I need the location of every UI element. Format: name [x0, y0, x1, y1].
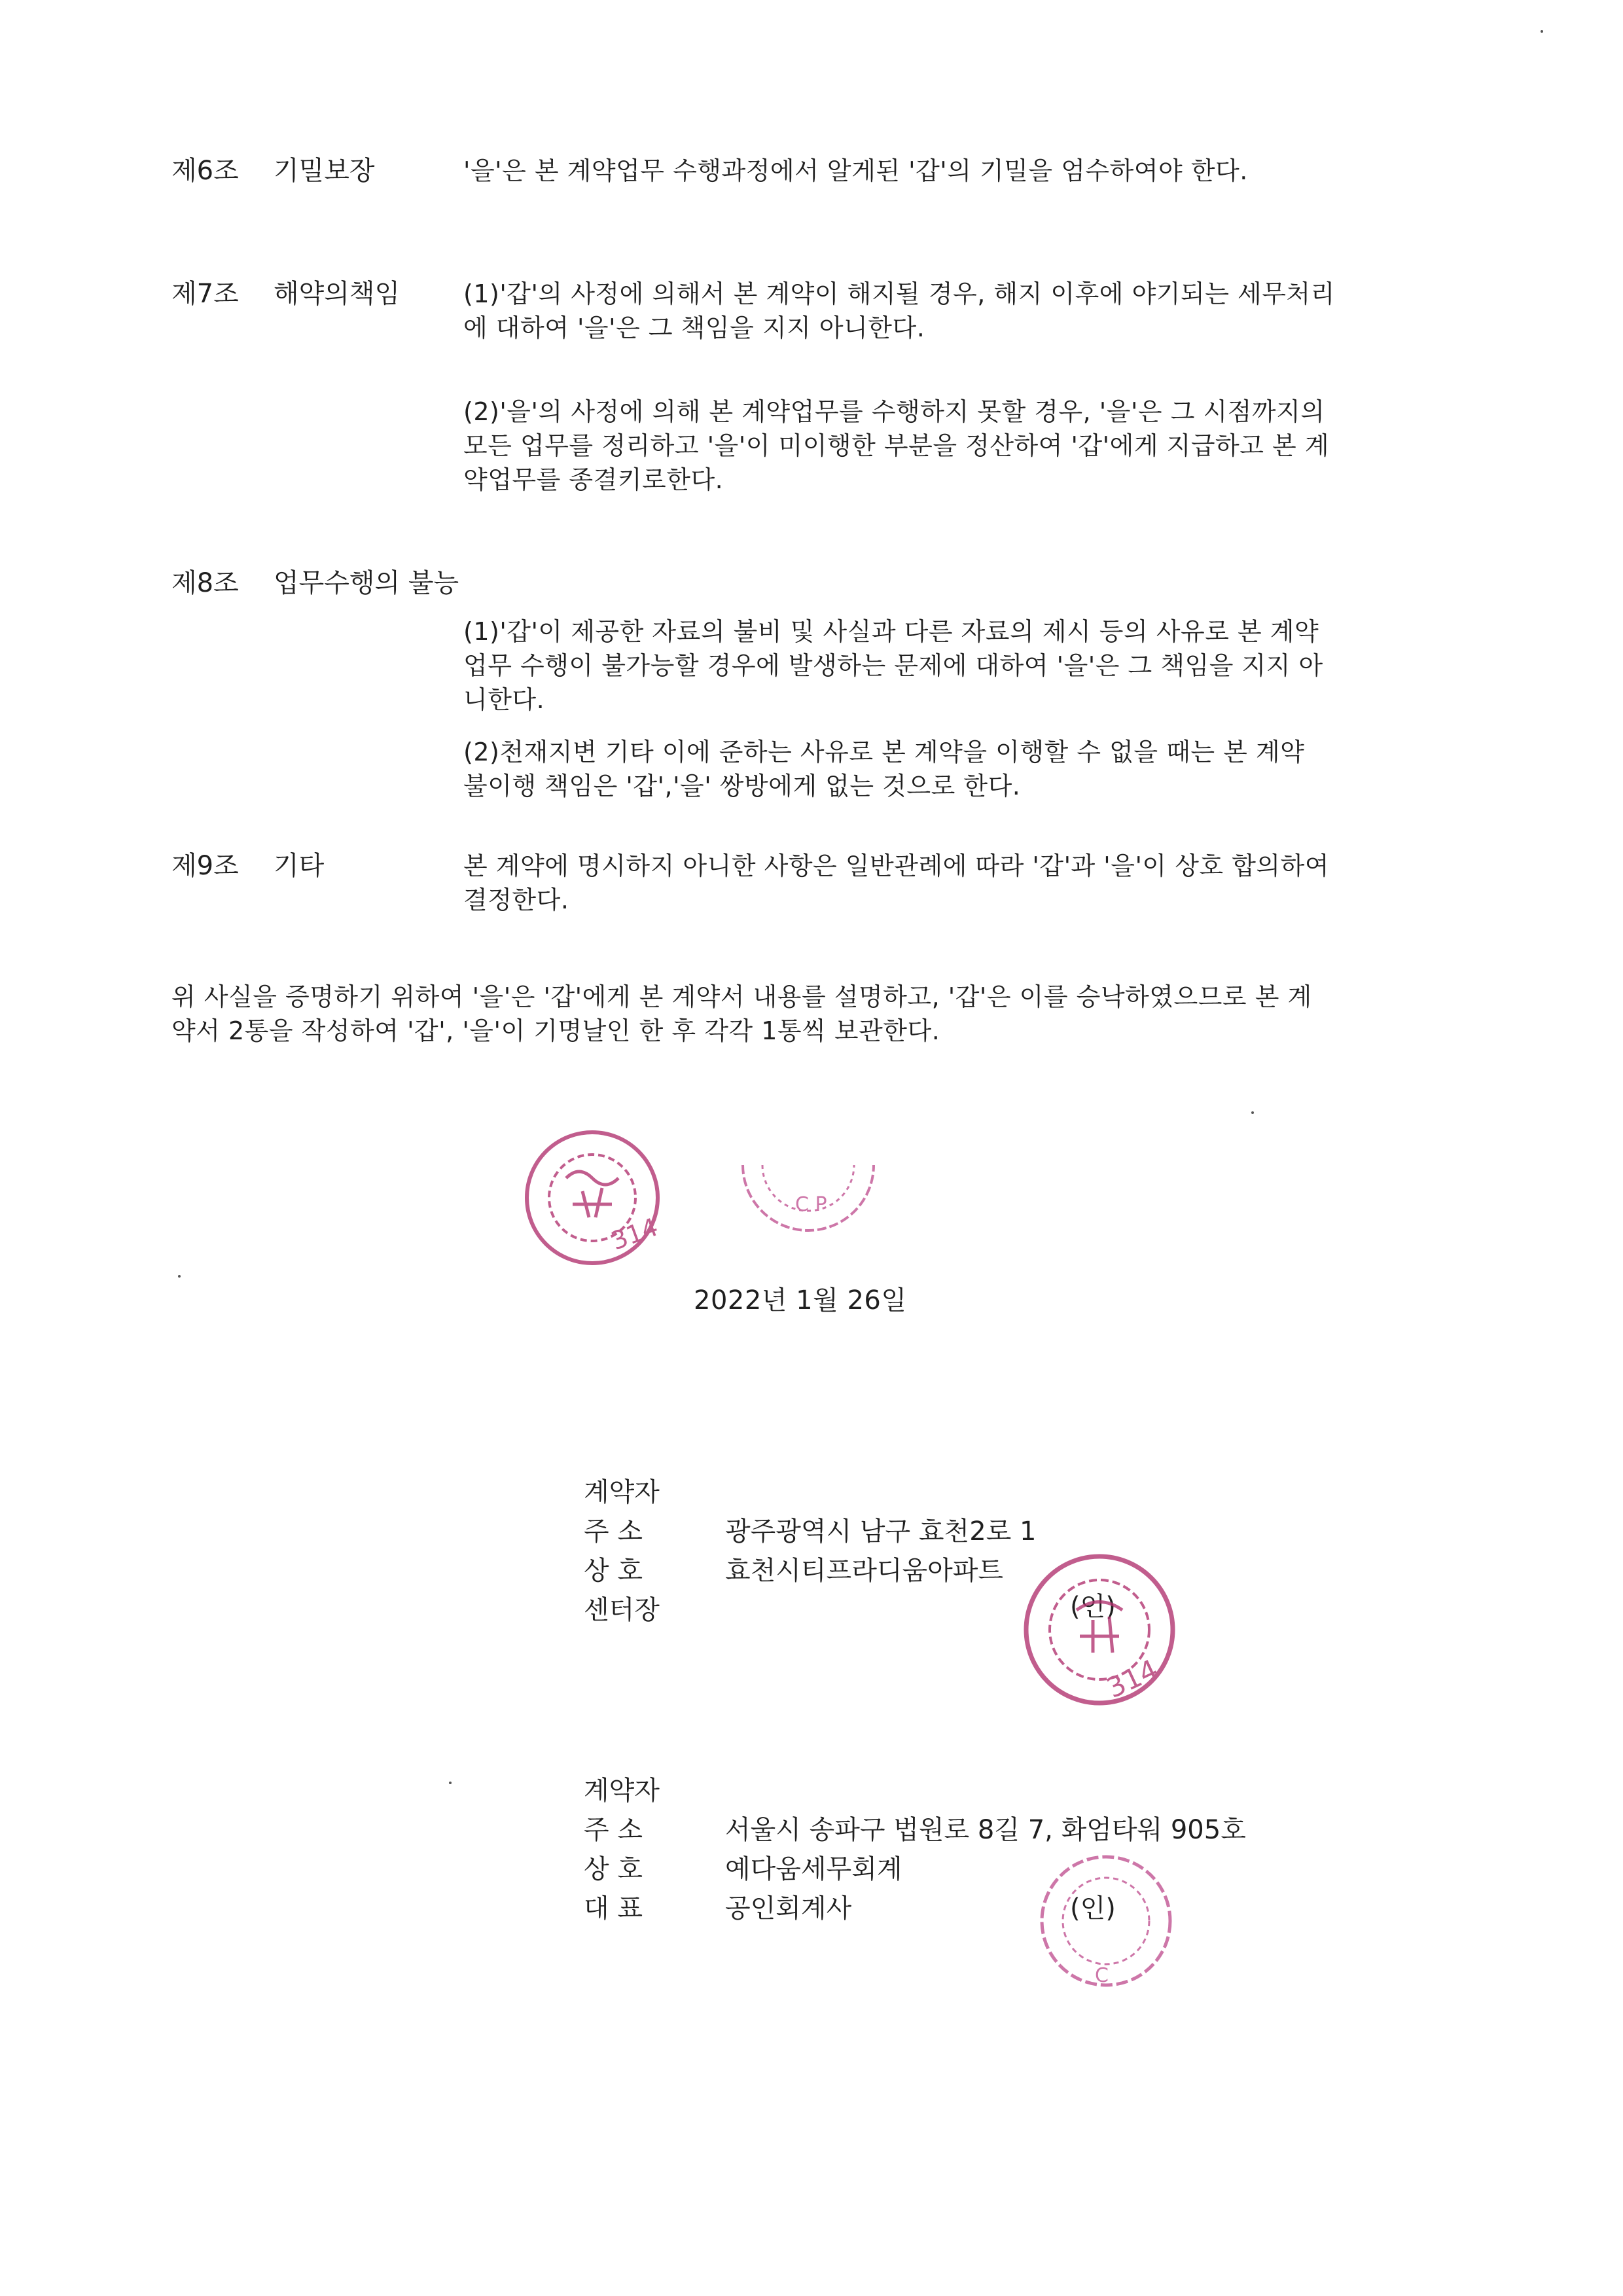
seal-stamp-left [510, 1126, 674, 1270]
party2-heading: 계약자 [584, 1776, 660, 1806]
article-8-title: 업무수행의 불능 [274, 568, 459, 598]
scan-speck [178, 1275, 181, 1278]
article-7-p2-line3: 약업무를 종결키로한다. [463, 465, 724, 494]
article-8-number: 제8조 [171, 568, 239, 598]
svg-text:314: 314 [607, 1212, 662, 1256]
svg-text:C: C [1095, 1964, 1109, 1987]
article-9-title: 기타 [274, 851, 325, 881]
svg-text:C P: C P [795, 1193, 827, 1216]
party1-address-value: 광주광역시 남구 효천2로 1 [725, 1516, 1037, 1547]
party2-address-value: 서울시 송파구 법원로 8길 7, 화엄타워 905호 [725, 1815, 1246, 1845]
article-8-p2-line1: (2)천재지변 기타 이에 준하는 사유로 본 계약을 이행할 수 없을 때는 본 계약 [463, 738, 1305, 766]
party2-seal-mark: (인) [1070, 1893, 1116, 1924]
article-7-p2-line2: 모든 업무를 정리하고 '을'이 미이행한 부분을 정산하여 '갑'에게 지급하고 본 계 [463, 431, 1330, 460]
article-8-p1-line3: 니한다. [463, 685, 545, 714]
article-8-p2-line2: 불이행 책임은 '갑','을' 쌍방에게 없는 것으로 한다. [463, 772, 1021, 800]
closing-line1: 위 사실을 증명하기 위하여 '을'은 '갑'에게 본 계약서 내용를 설명하고, '갑'은 이를 승낙하였으므로 본 계 [171, 982, 1312, 1011]
svg-text:314: 314 [1101, 1653, 1163, 1705]
scan-speck [1251, 1111, 1254, 1114]
seal-stamp-party1 [1014, 1545, 1185, 1715]
party2-rep-label: 대 표 [584, 1893, 643, 1924]
party1-address-label: 주 소 [584, 1516, 643, 1547]
party2-company-value: 예다움세무회계 [725, 1854, 902, 1884]
party2-address-label: 주 소 [584, 1815, 643, 1845]
contract-date: 2022년 1월 26일 [694, 1285, 907, 1316]
article-7-title: 해약의책임 [274, 279, 401, 309]
party1-rep-label: 센터장 [584, 1595, 660, 1625]
party1-company-label: 상 호 [584, 1556, 643, 1586]
article-9-number: 제9조 [171, 851, 239, 881]
party2-rep-value: 공인회계사 [725, 1893, 852, 1924]
article-9-line1: 본 계약에 명시하지 아니한 사항은 일반관례에 따라 '갑'과 '을'이 상호 합의하여 [463, 852, 1330, 880]
article-6-title: 기밀보장 [274, 156, 375, 186]
article-8-p1-line2: 업무 수행이 불가능할 경우에 발생하는 문제에 대하여 '을'은 그 책임을 지지 아 [463, 651, 1323, 680]
scan-speck [1541, 30, 1543, 33]
article-6-line: '을'은 본 계약업무 수행과정에서 알게된 '갑'의 기밀을 엄수하여야 한다. [463, 156, 1248, 185]
party1-heading: 계약자 [584, 1477, 660, 1507]
article-7-number: 제7조 [171, 279, 239, 309]
article-7-p1-line1: (1)'갑'의 사정에 의해서 본 계약이 해지될 경우, 해지 이후에 야기되는 세무처리 [463, 279, 1335, 308]
party1-seal-mark: (인) [1070, 1592, 1116, 1622]
article-8-p1-line1: (1)'갑'이 제공한 자료의 불비 및 사실과 다른 자료의 제시 등의 사유로 본 계약 [463, 617, 1319, 646]
closing-line2: 약서 2통을 작성하여 '갑', '을'이 기명날인 한 후 각각 1통씩 보관한다. [171, 1016, 940, 1045]
party1-company-value: 효천시티프라디움아파트 [725, 1556, 1004, 1586]
scan-speck [449, 1782, 452, 1784]
seal-stamp-party2 [1031, 1846, 1181, 1996]
seal-stamp-cp [733, 1139, 883, 1237]
party2-company-label: 상 호 [584, 1854, 643, 1884]
article-7-p1-line2: 에 대하여 '을'은 그 책임을 지지 아니한다. [463, 314, 925, 342]
article-9-line2: 결정한다. [463, 886, 569, 914]
article-7-p2-line1: (2)'을'의 사정에 의해 본 계약업무를 수행하지 못할 경우, '을'은 그 시점까지의 [463, 397, 1325, 426]
article-6-number: 제6조 [171, 156, 239, 186]
